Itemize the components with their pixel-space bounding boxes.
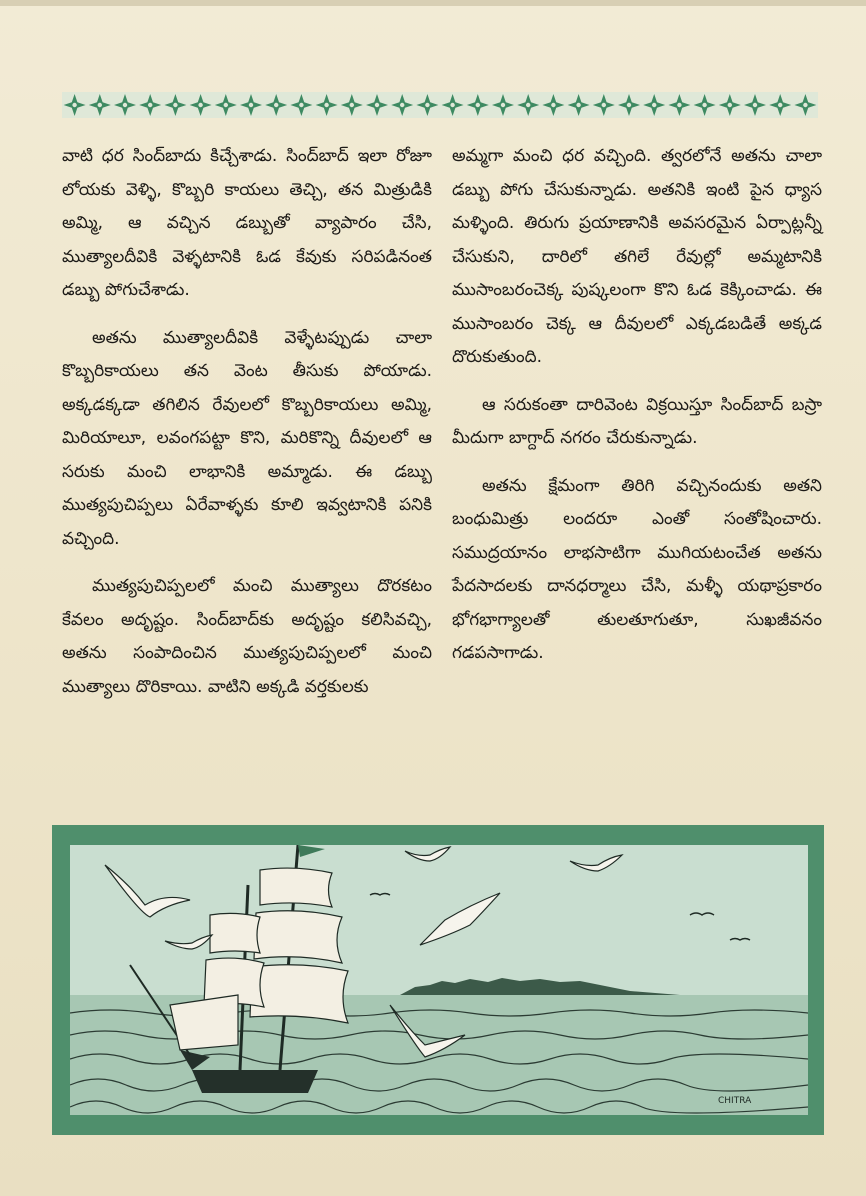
page-top-edge	[0, 0, 866, 6]
decorative-border-pattern	[62, 92, 818, 118]
right-text-column	[452, 140, 822, 685]
ship-illustration	[52, 825, 824, 1135]
artist-signature: CHITRA	[718, 1096, 752, 1106]
paragraph: వాటి ధర సింద్‌బాదు కిచ్చేశాడు. సింద్‌బాద్ ఇలా రోజూ లోయకు వెళ్ళి, కొబ్బరి కాయలు తెచ్చి, తన మిత్రుడికి అమ్మి, ఆ వచ్చిన డబ్బుతో వ్యాపారం చేసి, ముత్యాలదీవికి వెళ్ళటానికి ఓడ కేవుకు సరిపడినంత డబ్బు పోగుచేశాడు.	[62, 146, 432, 300]
paragraph: అతను క్షేమంగా తిరిగి వచ్చినందుకు అతని బంధుమిత్రు లందరూ ఎంతో సంతోషించారు. సముద్రయానం లాభసాటిగా ముగియటంచేత అతను పేదసాదలకు దానధర్మాలు చేసి, మళ్ళీ యథాప్రకారం భోగభాగ్యాలతో తులతూగుతూ, సుఖజీవనం గడపసాగాడు.	[452, 475, 822, 663]
sky	[70, 845, 808, 995]
sea-scene	[70, 845, 808, 1115]
paragraph: ముత్యపుచిప్పలలో మంచి ముత్యాలు దొరకటం కేవలం అదృష్టం. సింద్‌బాద్‌కు అదృష్టం కలిసివచ్చి, అతను సంపాదించిన ముత్యపుచిప్పలలో మంచి ముత్యాలు దొరికాయి. వాటిని అక్కడి వర్తకులకు	[62, 576, 432, 697]
decorative-border	[62, 92, 818, 118]
left-text-column	[62, 140, 432, 718]
paragraph: అమ్మగా మంచి ధర వచ్చింది. త్వరలోనే అతను చాలా డబ్బు పోగు చేసుకున్నాడు. అతనికి ఇంటి పైన ధ్యాస మళ్ళింది. తిరుగు ప్రయాణానికి అవసరమైన ఏర్పాట్లన్నీ చేసుకుని, దారిలో తగిలే రేవుల్లో అమ్మటానికి ముసాంబరంచెక్క పుష్కలంగా కొని ఓడ కెక్కించాడు. ఈ ముసాంబరం చెక్క ఆ దీవులలో ఎక్కడబడితే అక్కడ దొరుకుతుంది.	[452, 146, 822, 367]
ship-hull	[192, 1070, 318, 1093]
paragraph: ఆ సరుకంతా దారివెంట విక్రయిస్తూ సింద్‌బాద్ బస్రా మీదుగా బాగ్దాద్ నగరం చేరుకున్నాడు.	[452, 394, 822, 448]
paragraph: అతను ముత్యాలదీవికి వెళ్ళేటప్పుడు చాలా కొబ్బరికాయలు తన వెంట తీసుకు పోయాడు. అక్కడక్కడా తగిలిన రేవులలో కొబ్బరికాయలు అమ్మి, మిరియాలూ, లవంగపట్టా కొని, మరికొన్ని దీవులలో ఆ సరుకు మంచి లాభానికి అమ్మాడు. ఈ డబ్బు ముత్యపుచిప్పలు ఏరేవాళ్ళకు కూలి ఇవ్వటానికి పనికి వచ్చింది.	[62, 327, 432, 549]
illustration-panel	[70, 845, 808, 1115]
